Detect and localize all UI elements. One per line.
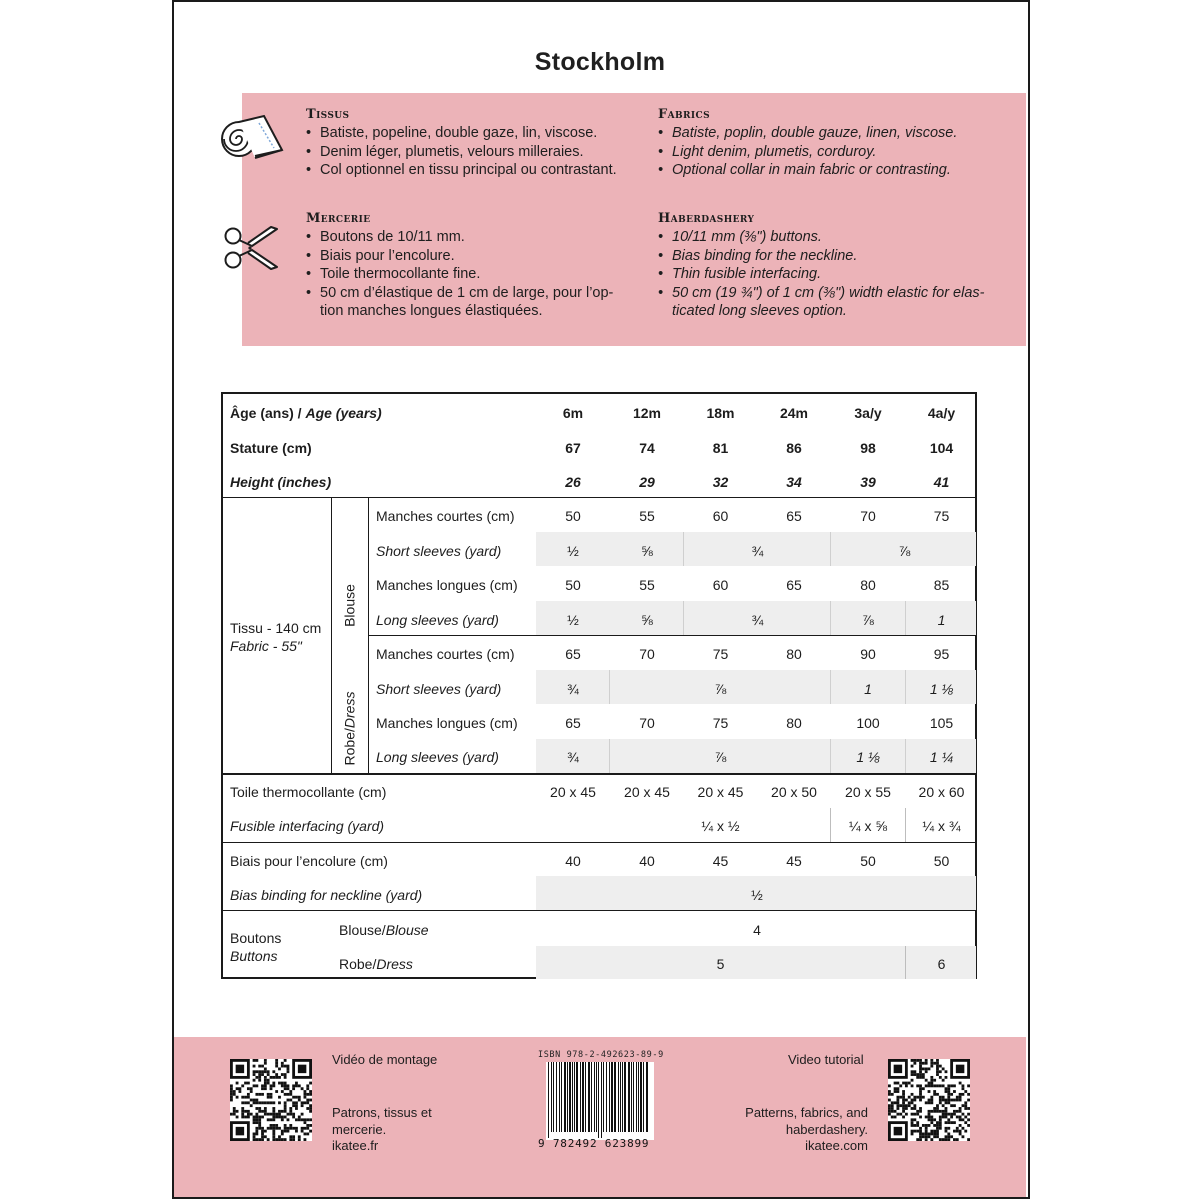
table-cell: ¼ x ¾: [922, 818, 961, 834]
page-top-border: [172, 0, 1030, 2]
table-cell: ¾: [567, 749, 579, 765]
shop-text-fr: [332, 1105, 432, 1155]
table-cell: 65: [786, 577, 802, 593]
table-cell: 50: [933, 853, 950, 869]
table-cell: ⅝: [641, 612, 653, 628]
shop-link[interactable]: ikatee.com: [805, 1138, 868, 1153]
list-item: • Bias binding for the neckline.: [658, 247, 984, 266]
page-title: Stockholm: [534, 48, 666, 76]
qr-code-icon: [888, 1059, 970, 1141]
row-label: Manches courtes (cm): [376, 508, 515, 524]
table-cell: ⅞: [714, 681, 727, 697]
height-cell: 32: [712, 474, 729, 490]
stature-cell: 98: [860, 440, 876, 456]
table-cell: 45: [712, 853, 729, 869]
age-cell: 18m: [706, 405, 735, 421]
row-divider: [222, 773, 977, 775]
table-cell: 85: [933, 577, 950, 593]
stature-cell: 81: [712, 440, 729, 456]
table-cell: 60: [712, 508, 729, 524]
list-item-continued: ticated long sleeves option.: [672, 303, 847, 320]
video-label-fr: Vidéo de montage: [332, 1052, 438, 1067]
fabrics-title-fr: Tissus: [306, 107, 350, 122]
height-cell: 34: [786, 474, 802, 490]
table-cell: ⅞: [862, 612, 874, 628]
haberdashery-title-en: Haberdashery: [658, 211, 755, 226]
table-cell: 65: [565, 715, 581, 731]
stature-cell: 74: [639, 440, 655, 456]
list-item: • 10/11 mm (⅜") buttons.: [658, 228, 984, 247]
haberdashery-title-fr: Mercerie: [306, 211, 371, 226]
haberdashery-list-fr: [306, 228, 613, 321]
blouse-group-label: Blouse: [341, 584, 358, 627]
list-item: • Light denim, plumetis, corduroy.: [658, 143, 957, 162]
height-cell: 41: [933, 474, 950, 490]
height-cell: 39: [860, 474, 876, 490]
video-label-en: Video tutorial: [788, 1052, 864, 1067]
table-cell: 80: [786, 646, 802, 662]
table-cell: ½: [751, 887, 763, 903]
list-item: • Biais pour l’encolure.: [306, 247, 613, 266]
shop-line: mercerie.: [332, 1121, 387, 1137]
row-label: Biais pour l’encolure (cm): [230, 853, 388, 869]
haberdashery-list-en: [658, 228, 984, 321]
list-item: • Optional collar in main fabric or contrasting.: [658, 161, 957, 180]
barcode-icon: [546, 1062, 654, 1140]
row-label: Long sleeves (yard): [376, 749, 499, 765]
table-cell: 75: [933, 508, 950, 524]
row-label: Manches longues (cm): [376, 715, 518, 731]
table-cell: ⅞: [898, 543, 911, 559]
row-divider: [222, 910, 977, 911]
list-item: • Boutons de 10/11 mm.: [306, 228, 613, 247]
col-divider: [368, 497, 369, 773]
table-cell: 20 x 45: [624, 784, 670, 800]
table-cell: 1: [937, 612, 946, 628]
table-cell: 60: [712, 577, 729, 593]
table-cell: 45: [786, 853, 802, 869]
table-cell: 70: [639, 646, 655, 662]
table-cell: ¾: [751, 543, 764, 559]
buttons-dress-label: Robe/Dress: [339, 956, 413, 972]
col-divider: [331, 497, 332, 773]
row-label: Manches longues (cm): [376, 577, 518, 593]
stature-cell: 86: [786, 440, 802, 456]
table-cell: 95: [933, 646, 950, 662]
stature-cell: 104: [929, 440, 954, 456]
page-bottom-border: [172, 1197, 1030, 1199]
row-divider: [222, 497, 977, 498]
height-cell: 26: [565, 474, 581, 490]
row-label: Manches courtes (cm): [376, 646, 515, 662]
table-cell: 105: [929, 715, 954, 731]
age-cell: 4a/y: [927, 405, 956, 421]
table-cell: 65: [565, 646, 581, 662]
table-cell: ¼ x ⅝: [848, 818, 888, 834]
shop-line: Patrons, tissus et: [332, 1105, 432, 1120]
row-label: Toile thermocollante (cm): [230, 784, 387, 800]
list-item-continued: tion manches longues élastiquées.: [320, 303, 543, 320]
row-label: Long sleeves (yard): [376, 612, 499, 628]
age-cell: 6m: [562, 405, 584, 421]
table-cell: ½: [567, 543, 579, 559]
stature-cell: 67: [565, 440, 581, 456]
table-cell: 70: [639, 715, 655, 731]
table-cell: 4: [753, 922, 761, 938]
table-cell: 50: [565, 577, 581, 593]
row-divider: [368, 635, 977, 636]
table-cell: 50: [860, 853, 876, 869]
table-cell: 20 x 50: [771, 784, 817, 800]
table-cell: 65: [786, 508, 802, 524]
list-item: • Denim léger, plumetis, velours milleraies.: [306, 143, 617, 162]
buttons-blouse-label: Blouse/Blouse: [339, 922, 429, 938]
table-cell: 50: [565, 508, 581, 524]
table-cell: 1 ¼: [929, 749, 954, 765]
row-label: Fusible interfacing (yard): [230, 818, 385, 834]
age-cell: 12m: [632, 405, 662, 421]
stature-header: Stature (cm): [230, 440, 312, 456]
age-header: Âge (ans) / Age (years): [230, 405, 382, 421]
shop-text-en: [740, 1105, 868, 1155]
table-cell: 40: [565, 853, 581, 869]
list-item: • 50 cm d’élastique de 1 cm de large, pour l’op-: [306, 284, 613, 303]
barcode-number: 9 782492 623899: [538, 1137, 650, 1150]
height-header: Height (inches): [230, 474, 332, 490]
table-cell: 20 x 60: [918, 784, 965, 800]
fabrics-list-fr: [306, 124, 617, 180]
table-cell: 1 ⅛: [929, 681, 954, 697]
fabric-width-label-en: Fabric - 55": [230, 638, 302, 654]
table-cell: ⅞: [714, 749, 727, 765]
age-cell: 24m: [779, 405, 809, 421]
list-item: • Batiste, popeline, double gaze, lin, viscose.: [306, 124, 617, 143]
table-cell: 20 x 45: [697, 784, 744, 800]
table-cell: 20 x 45: [550, 784, 596, 800]
table-cell: 90: [860, 646, 876, 662]
scissors-icon: [222, 225, 280, 271]
table-cell: ¾: [567, 681, 579, 697]
row-label: Short sleeves (yard): [376, 681, 502, 697]
buttons-label-en: Buttons: [230, 948, 278, 964]
fabric-width-label-fr: Tissu - 140 cm: [230, 620, 322, 636]
table-cell: 40: [639, 853, 655, 869]
table-cell: 1: [864, 681, 872, 697]
table-cell: 20 x 55: [845, 784, 891, 800]
table-cell: 80: [786, 715, 802, 731]
shop-line: haberdashery.: [785, 1121, 868, 1137]
row-label: Short sleeves (yard): [376, 543, 502, 559]
fabric-roll-icon: [219, 114, 285, 166]
shop-link[interactable]: ikatee.fr: [332, 1138, 379, 1153]
table-cell: ½: [567, 612, 579, 628]
table-cell: 6: [937, 956, 946, 972]
table-cell: 5: [716, 956, 725, 972]
row-label: Bias binding for neckline (yard): [230, 887, 423, 903]
table-cell: ¼ x ½: [701, 818, 740, 834]
fabrics-list-en: [658, 124, 957, 180]
table-cell: 75: [712, 715, 729, 731]
list-item: • 50 cm (19 ¾") of 1 cm (⅜") width elastic for elas-: [658, 284, 984, 303]
table-cell: 70: [860, 508, 876, 524]
table-cell: 80: [860, 577, 876, 593]
height-cell: 29: [639, 474, 655, 490]
table-cell: ⅝: [641, 543, 653, 559]
table-cell: 55: [639, 508, 655, 524]
table-cell: 100: [856, 715, 880, 731]
buttons-label-fr: Boutons: [230, 930, 282, 946]
row-divider: [222, 842, 977, 843]
isbn-text: ISBN 978-2-492623-89-9: [538, 1050, 664, 1060]
table-cell: ¾: [751, 612, 764, 628]
list-item: • Batiste, poplin, double gauze, linen, viscose.: [658, 124, 957, 143]
age-cell: 3a/y: [854, 405, 882, 421]
fabrics-title-en: Fabrics: [658, 107, 710, 122]
table-cell: 75: [712, 646, 729, 662]
list-item: • Thin fusible interfacing.: [658, 265, 984, 284]
list-item: • Col optionnel en tissu principal ou contrastant.: [306, 161, 617, 180]
table-cell: 55: [639, 577, 655, 593]
qr-code-icon: [230, 1059, 312, 1141]
list-item: • Toile thermocollante fine.: [306, 265, 613, 284]
shop-line: Patterns, fabrics, and: [745, 1105, 868, 1120]
table-cell: 1 ⅛: [856, 749, 880, 765]
dress-group-label: Robe/Dress: [341, 691, 358, 766]
